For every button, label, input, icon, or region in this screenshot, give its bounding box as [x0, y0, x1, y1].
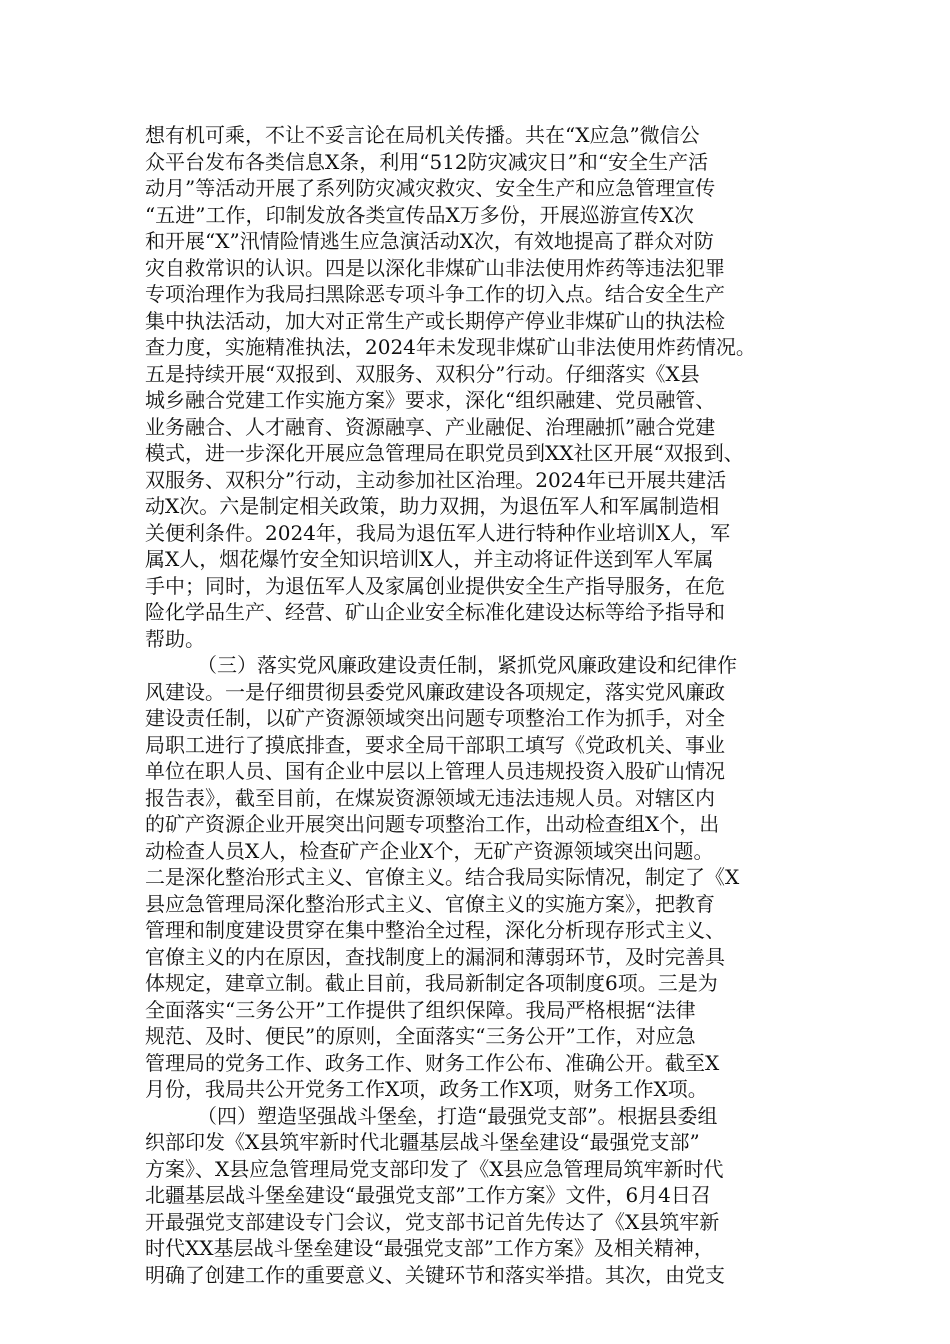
text-line: 动月”等活动开展了系列防灾减灾救灾、安全生产和应急管理宣传 — [145, 176, 716, 200]
section-heading-line: （四）塑造坚强战斗堡垒，打造“最强党支部”。根据县委组 — [197, 1103, 718, 1128]
text-line: 管理和制度建设贯穿在集中整治全过程，深化分析现存形式主义、 — [145, 918, 725, 942]
text-line: 专项治理作为我局扫黑除恶专项斗争工作的切入点。结合安全生产 — [145, 282, 725, 306]
text-line: 双服务、双积分”行动，主动参加社区治理。2024年已开展共建活 — [145, 467, 727, 492]
text-line: 关便利条件。2024年，我局为退伍军人进行特种作业培训X人，军 — [145, 520, 731, 545]
text-line: 动检查人员X人，检查矿产企业X个，无矿产资源领域突出问题。 — [145, 838, 714, 863]
text-line: 的矿产资源企业开展突出问题专项整治工作，出动检查组X个，出 — [145, 812, 720, 836]
text-line: 手中；同时，为退伍军人及家属创业提供安全生产指导服务，在危 — [145, 573, 725, 598]
text-line: 局职工进行了摸底排查，要求全局干部职工填写《党政机关、事业 — [145, 732, 725, 757]
text-line: 管理局的党务工作、政务工作、财务工作公布、准确公开。截至X — [145, 1050, 720, 1075]
text-line: 灾自救常识的认识。四是以深化非煤矿山非法使用炸药等违法犯罪 — [145, 255, 725, 280]
text-line: 全面落实“三务公开”工作提供了组织保障。我局严格根据“法律 — [145, 997, 696, 1022]
text-line: 北疆基层战斗堡垒建设“最强党支部”工作方案》文件，6月4日召 — [145, 1183, 711, 1207]
text-line: 织部印发《X县筑牢新时代北疆基层战斗堡垒建设“最强党支部” — [145, 1130, 700, 1154]
text-line: 众平台发布各类信息X条，利用“512防灾减灾日”和“安全生产活 — [145, 149, 709, 174]
text-line: “五进”工作，印制发放各类宣传品X万多份，开展巡游宣传X次 — [145, 202, 694, 227]
section-heading-line: （三）落实党风廉政建设责任制，紧抓党风廉政建设和纪律作 — [197, 653, 737, 677]
text-line: 方案》、X县应急管理局党支部印发了《X县应急管理局筑牢新时代 — [145, 1156, 724, 1181]
text-line: 集中执法活动，加大对正常生产或长期停产停业非煤矿山的执法检 — [145, 308, 725, 333]
text-line: 风建设。一是仔细贯彻县委党风廉政建设各项规定，落实党风廉政 — [145, 679, 725, 704]
document-body — [145, 122, 817, 1288]
text-line: 开最强党支部建设专门会议，党支部书记首先传达了《X县筑牢新 — [145, 1209, 720, 1234]
text-line: 险化学品生产、经营、矿山企业安全标准化建设达标等给予指导和 — [145, 600, 725, 624]
text-line: 体规定，建章立制。截止目前，我局新制定各项制度6项。三是为 — [145, 971, 718, 995]
text-line: 月份，我局共公开党务工作X项，政务工作X项，财务工作X项。 — [145, 1077, 708, 1101]
text-line: 想有机可乘，不让不妥言论在局机关传播。共在“X应急”微信公 — [145, 123, 700, 147]
text-line: 二是深化整治形式主义、官僚主义。结合我局实际情况，制定了《X — [145, 865, 740, 889]
text-line: 动X次。六是制定相关政策，助力双拥，为退伍军人和军属制造相 — [145, 494, 720, 518]
text-line: 业务融合、人才融育、资源融享、产业融促、治理融抓”融合党建 — [145, 414, 716, 439]
text-line: 五是持续开展“双报到、双服务、双积分”行动。仔细落实《X县 — [145, 361, 700, 386]
text-line: 时代XX基层战斗堡垒建设“最强党支部”工作方案》及相关精神， — [145, 1236, 714, 1260]
text-line: 和开展“X”汛情险情逃生应急演活动X次，有效地提高了群众对防 — [145, 229, 714, 253]
text-line: 帮助。 — [145, 626, 205, 651]
text-line: 建设责任制，以矿产资源领域突出问题专项整治工作为抓手，对全 — [145, 706, 725, 730]
text-line: 明确了创建工作的重要意义、关键环节和落实举措。其次，由党支 — [145, 1262, 725, 1287]
text-line: 查力度，实施精准执法，2024年未发现非煤矿山非法使用炸药情况。 — [145, 335, 756, 359]
text-line: 单位在职人员、国有企业中层以上管理人员违规投资入股矿山情况 — [145, 759, 725, 783]
text-line: 报告表》，截至目前，在煤炭资源领域无违法违规人员。对辖区内 — [145, 785, 715, 810]
text-line: 属X人，烟花爆竹安全知识培训X人，并主动将证件送到军人军属 — [145, 547, 714, 571]
text-line: 县应急管理局深化整治形式主义、官僚主义的实施方案》，把教育 — [145, 891, 715, 916]
text-line: 规范、及时、便民”的原则，全面落实“三务公开”工作，对应急 — [145, 1024, 696, 1048]
text-line: 模式，进一步深化开展应急管理局在职党员到XX社区开展“双报到、 — [145, 441, 744, 465]
text-line: 官僚主义的内在原因，查找制度上的漏洞和薄弱环节，及时完善具 — [145, 944, 725, 969]
text-line: 城乡融合党建工作实施方案》要求，深化“组织融建、党员融管、 — [145, 388, 716, 412]
